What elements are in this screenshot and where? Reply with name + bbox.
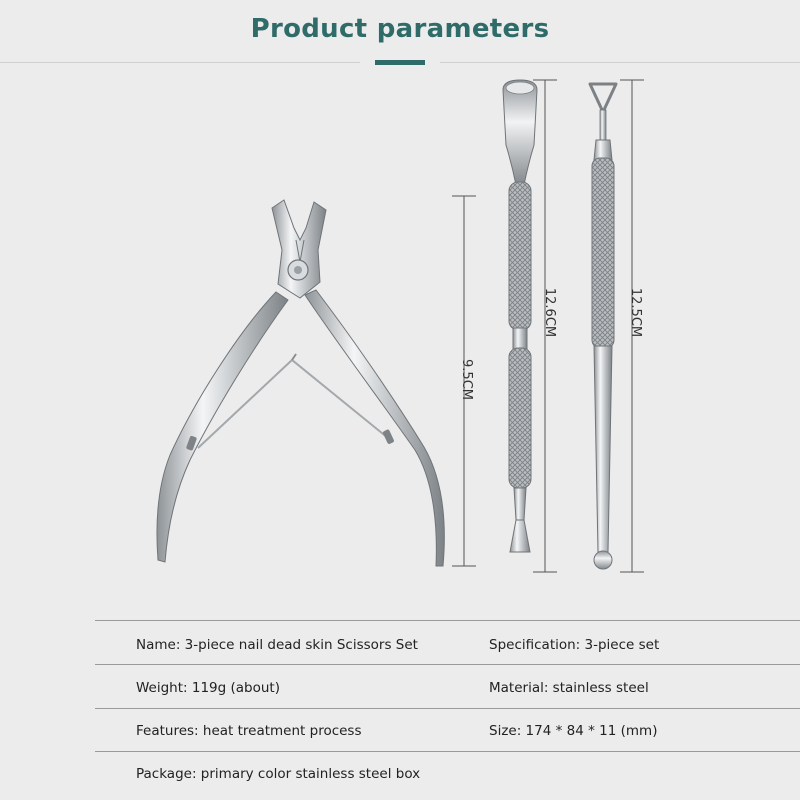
- table-divider: [95, 751, 800, 752]
- spec-package: Package: primary color stainless steel box: [136, 766, 421, 782]
- cuticle-nipper-icon: [157, 200, 444, 566]
- spec-name: Name: 3-piece nail dead skin Scissors Set: [136, 637, 418, 653]
- pusher-length-label: 12.6CM: [542, 287, 558, 338]
- spec-features: Features: heat treatment process: [136, 723, 362, 739]
- page-title: Product parameters: [250, 14, 550, 44]
- cleaner-length-label: 12.5CM: [628, 287, 644, 338]
- cuticle-pusher-icon: [503, 80, 537, 552]
- spec-size: Size: 174 * 84 * 11 (mm): [489, 723, 658, 739]
- triangle-cleaner-icon: [590, 84, 616, 569]
- table-divider: [95, 664, 800, 665]
- spec-material: Material: stainless steel: [489, 680, 649, 696]
- table-divider: [95, 708, 800, 709]
- nipper-length-label: 9.5CM: [458, 359, 474, 400]
- spec-weight: Weight: 119g (about): [136, 680, 280, 696]
- table-divider: [95, 620, 800, 621]
- spec-table: [0, 620, 800, 800]
- spec-specification: Specification: 3-piece set: [489, 637, 660, 653]
